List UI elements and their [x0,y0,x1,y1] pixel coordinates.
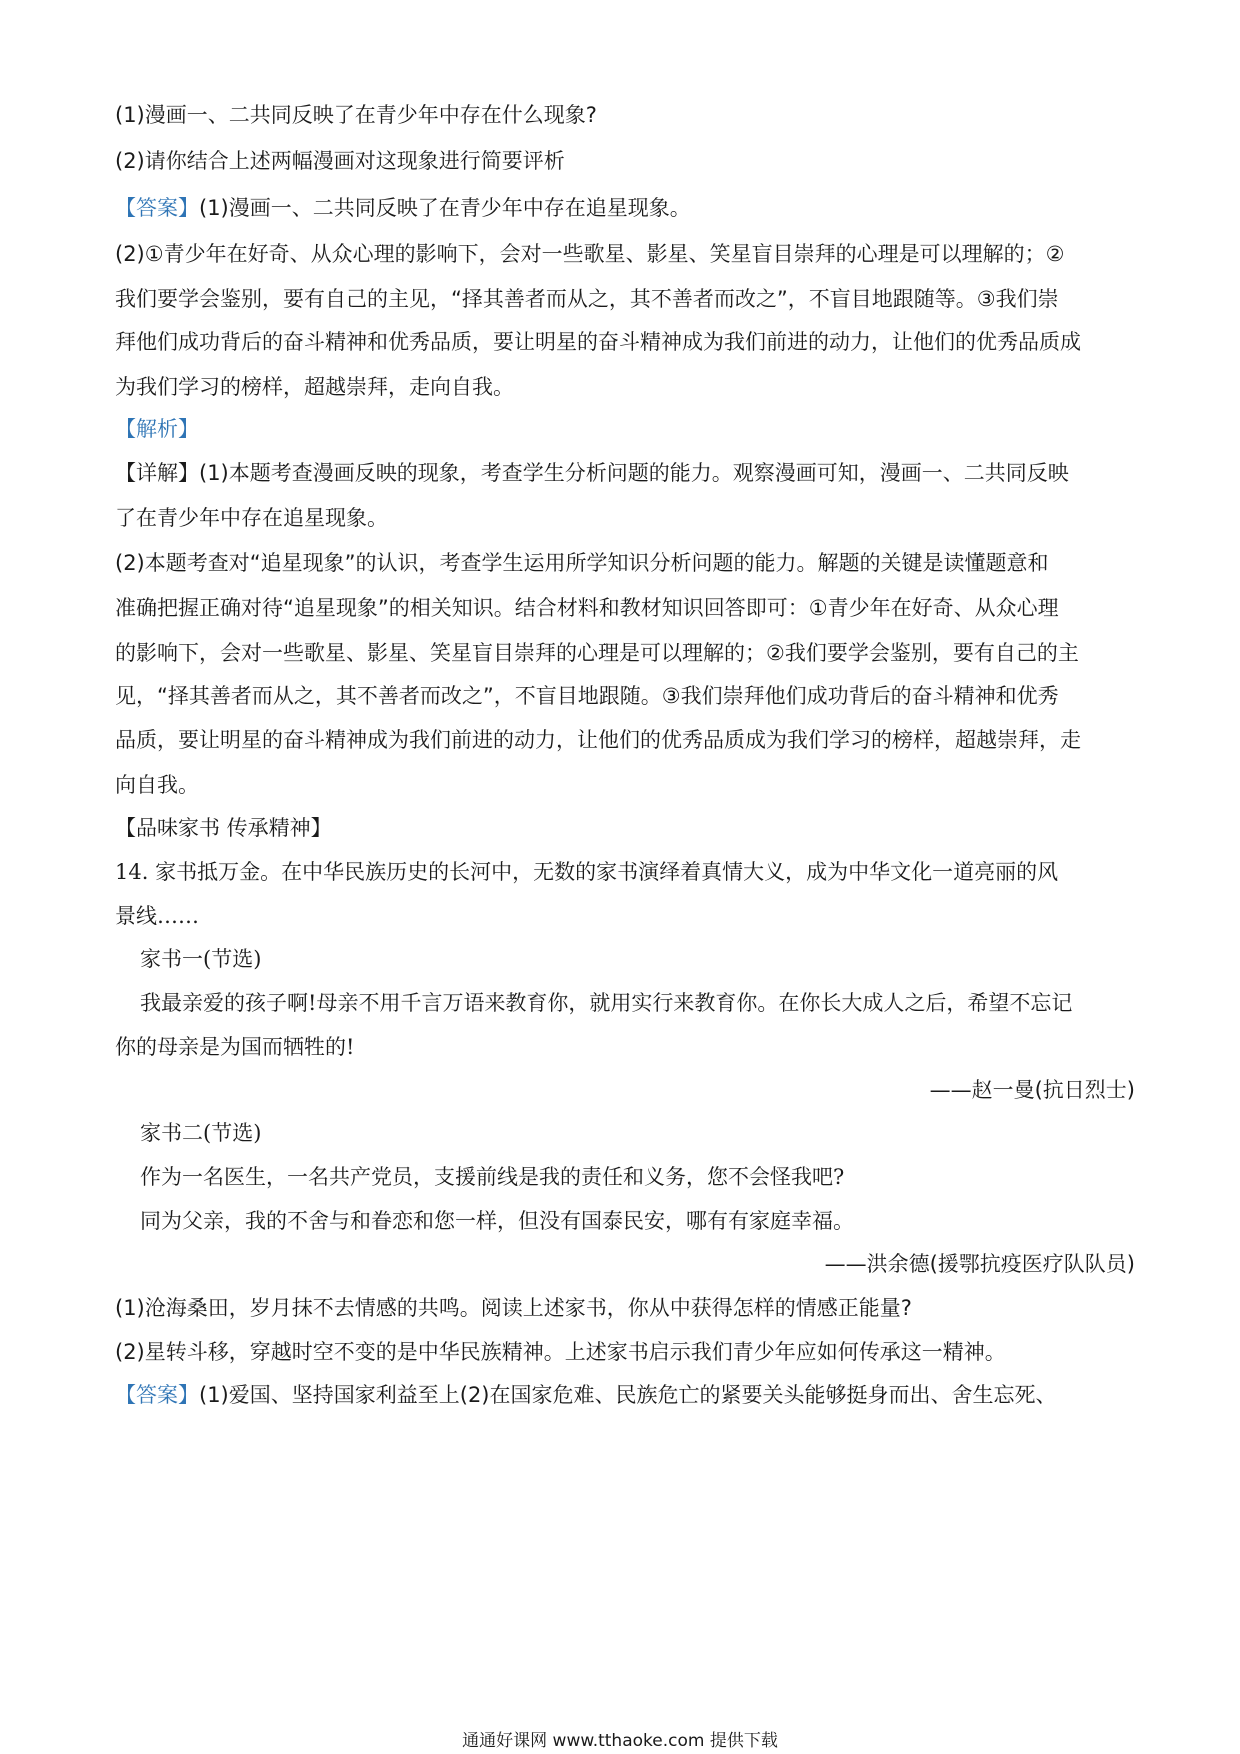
letter1-title: 家书一(节选) [140,947,262,971]
q13-answer-line-2: (2)①青少年在好奇、从众心理的影响下，会对一些歌星、影星、笑星盲目崇拜的心理是可以理解的；② [115,242,1065,266]
q14-answer-line-1 [115,1380,1057,1410]
letter2-title: 家书二(节选) [140,1121,262,1145]
q13-sub-question-1: (1)漫画一、二共同反映了在青少年中存在什么现象? [115,103,597,127]
q13-detail-line-8: 向自我。 [115,773,199,797]
q13-answer-line-4: 拜他们成功背后的奋斗精神和优秀品质，要让明星的奋斗精神成为我们前进的动力，让他们的优秀品质成 [115,330,1081,354]
q13-answer-line-1 [115,193,691,223]
answer-label: 【答案】 [115,1383,199,1407]
footer: 通通好课网 www.tthaoke.com 提供下载 [462,1731,778,1751]
letter1-signature: ——赵一曼(抗日烈士) [929,1078,1135,1102]
letter2-line-1: 作为一名医生，一名共产党员，支援前线是我的责任和义务，您不会怪我吧? [140,1165,845,1189]
q13-detail-line-4: 准确把握正确对待“追星现象”的相关知识。结合材料和教材知识回答即可：①青少年在好奇、从众心理 [115,596,1059,620]
letter2-signature: ——洪余德(援鄂抗疫医疗队队员) [824,1252,1135,1276]
q13-answer-line-3: 我们要学会鉴别，要有自己的主见，“择其善者而从之，其不善者而改之”，不盲目地跟随等。③我们崇 [115,287,1059,311]
section-title: 【品味家书 传承精神】 [115,816,332,840]
q13-detail-line-6: 见，“择其善者而从之，其不善者而改之”，不盲目地跟随。③我们崇拜他们成功背后的奋斗精神和优秀 [115,684,1059,708]
q14-sub-question-2: (2)星转斗移，穿越时空不变的是中华民族精神。上述家书启示我们青少年应如何传承这一精神。 [115,1340,1006,1364]
letter1-line-2: 你的母亲是为国而牺牲的! [115,1035,355,1059]
answer-text: (1)漫画一、二共同反映了在青少年中存在追星现象。 [199,196,691,220]
q13-detail-line-7: 品质，要让明星的奋斗精神成为我们前进的动力，让他们的优秀品质成为我们学习的榜样，超越崇拜，走 [115,728,1081,752]
q13-detail-line-5: 的影响下，会对一些歌星、影星、笑星盲目崇拜的心理是可以理解的；②我们要学会鉴别，要有自己的主 [115,641,1079,665]
answer-text: (1)爱国、坚持国家利益至上(2)在国家危难、民族危亡的紧要关头能够挺身而出、舍生忘死、 [199,1383,1057,1407]
q14-intro-line-2: 景线…… [115,904,199,928]
q13-sub-question-2: (2)请你结合上述两幅漫画对这现象进行简要评析 [115,149,565,173]
q13-detail-line-2: 了在青少年中存在追星现象。 [115,506,388,530]
q14-intro-line-1: 14. 家书抵万金。在中华民族历史的长河中，无数的家书演绎着真情大义，成为中华文化一道亮丽的风 [115,860,1059,884]
letter1-line-1: 我最亲爱的孩子啊!母亲不用千言万语来教育你，就用实行来教育你。在你长大成人之后，希望不忘记 [140,991,1073,1015]
q14-sub-question-1: (1)沧海桑田，岁月抹不去情感的共鸣。阅读上述家书，你从中获得怎样的情感正能量? [115,1296,912,1320]
letter2-line-2: 同为父亲，我的不舍与和眷恋和您一样，但没有国泰民安，哪有有家庭幸福。 [140,1209,854,1233]
q13-answer-line-5: 为我们学习的榜样，超越崇拜，走向自我。 [115,375,514,399]
analysis-label: 【解析】 [115,417,199,441]
answer-label: 【答案】 [115,196,199,220]
q13-detail-line-1: 【详解】(1)本题考查漫画反映的现象，考查学生分析问题的能力。观察漫画可知，漫画一、二共同反映 [115,461,1069,485]
q13-detail-line-3: (2)本题考查对“追星现象”的认识，考查学生运用所学知识分析问题的能力。解题的关键是读懂题意和 [115,551,1049,575]
